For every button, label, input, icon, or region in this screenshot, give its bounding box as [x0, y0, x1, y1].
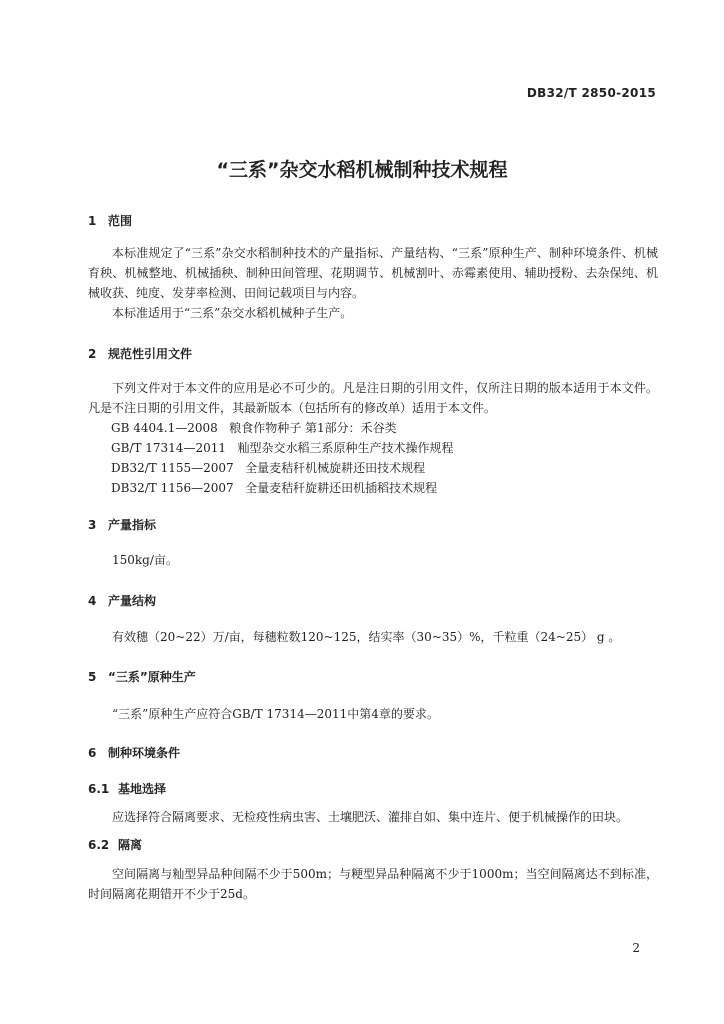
document-title: “三系”杂交水稻机械制种技术规程 — [216, 159, 508, 181]
section-heading-5 — [88, 668, 196, 685]
scope-paragraph: 本标准规定了“三系”杂交水稻制种技术的产量指标、产量结构、“三系”原种生产、制种环境条件、机械育秧、机械整地、机械插秧、制种田间管理、花期调节、机械割叶、赤霉素使用、辅助授粉、去杂保纯、机械收获、纯度、发芽率检测、田间记载项目与内容。 — [88, 246, 658, 300]
reference-name: 全量麦秸秆旋耕还田机插稻技术规程 — [245, 481, 438, 495]
section-title: 产量结构 — [108, 594, 157, 608]
reference-code: GB/T 17314—2011 — [111, 441, 226, 455]
section-number: 4 — [88, 594, 97, 608]
section-title: “三系”原种生产 — [108, 670, 196, 684]
yield-index-paragraph: 150kg/亩。 — [112, 553, 178, 567]
reference-item — [111, 418, 397, 438]
yield-structure-paragraph: 有效穗（20~22）万/亩，每穗粒数120~125，结实率（30~35）%，千粒重（24~25） g 。 — [112, 630, 621, 644]
isolation-paragraph: 空间隔离与籼型异品种间隔不少于500m；与粳型异品种隔离不少于1000m；当空间隔离达不到标准，时间隔离花期错开不少于25d。 — [88, 867, 658, 901]
section-heading-4 — [88, 592, 156, 609]
section-title: 范围 — [108, 214, 133, 228]
section-heading-3 — [88, 516, 156, 533]
reference-code: DB32/T 1156—2007 — [111, 481, 234, 495]
section-title: 制种环境条件 — [108, 746, 181, 760]
section-number: 6.1 — [88, 782, 110, 796]
reference-code: DB32/T 1155—2007 — [111, 461, 234, 475]
section-heading-6-1 — [88, 780, 166, 797]
standard-code: DB32/T 2850-2015 — [526, 86, 656, 100]
reference-code: GB 4404.1—2008 — [111, 421, 218, 435]
section-number: 5 — [88, 670, 97, 684]
section-heading-6-2 — [88, 836, 142, 853]
reference-name: 全量麦秸秆机械旋耕还田技术规程 — [245, 461, 426, 475]
reference-item — [111, 438, 453, 458]
reference-item — [111, 458, 425, 478]
section-heading-1 — [88, 212, 132, 229]
section-number: 6 — [88, 746, 97, 760]
seed-production-paragraph: “三系”原种生产应符合GB/T 17314—2011中第4章的要求。 — [112, 707, 439, 721]
section-number: 1 — [88, 214, 97, 228]
reference-name: 粮食作物种子 第1部分：禾谷类 — [229, 421, 397, 435]
section-title: 基地选择 — [118, 782, 167, 796]
section-number: 2 — [88, 347, 97, 361]
section-number: 6.2 — [88, 838, 110, 852]
refs-intro-paragraph: 下列文件对于本文件的应用是必不可少的。凡是注日期的引用文件，仅所注日期的版本适用于本文件。凡是不注日期的引用文件，其最新版本（包括所有的修改单）适用于本文件。 — [88, 381, 658, 415]
section-heading-2 — [88, 345, 192, 362]
section-title: 产量指标 — [108, 518, 157, 532]
section-title: 隔离 — [118, 838, 143, 852]
reference-name: 籼型杂交水稻三系原种生产技术操作规程 — [237, 441, 454, 455]
section-title: 规范性引用文件 — [108, 347, 193, 361]
scope-applicability: 本标准适用于“三系”杂交水稻机械种子生产。 — [112, 306, 353, 320]
reference-item — [111, 478, 437, 498]
section-number: 3 — [88, 518, 97, 532]
section-heading-6 — [88, 744, 180, 761]
site-selection-paragraph: 应选择符合隔离要求、无检疫性病虫害、土壤肥沃、灌排自如、集中连片、便于机械操作的田块。 — [112, 810, 629, 824]
page-number: 2 — [632, 941, 640, 955]
